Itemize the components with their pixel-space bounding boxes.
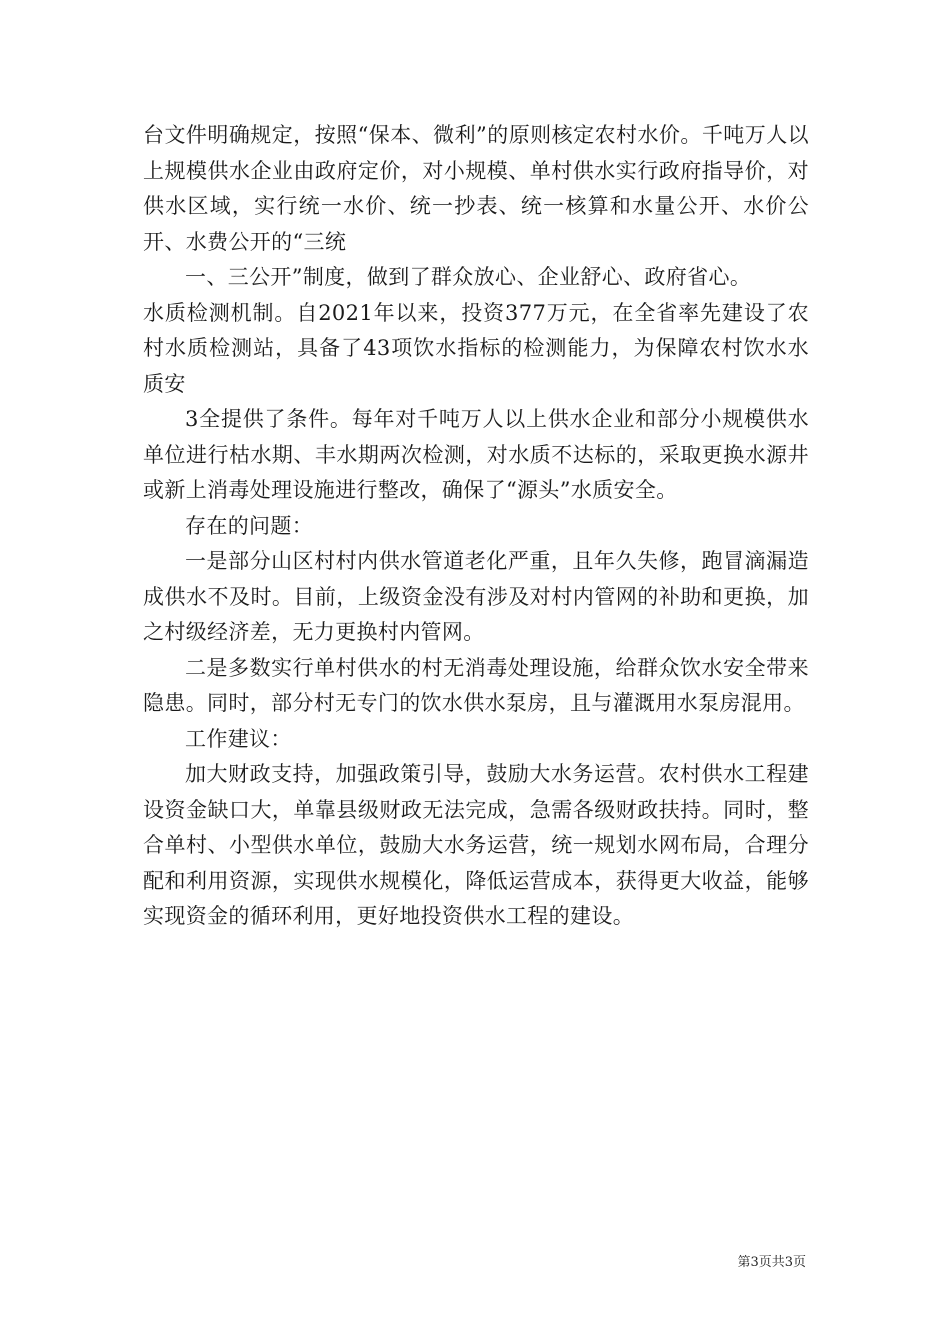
paragraph-2: 一、三公开”制度，做到了群众放心、企业舒心、政府省心。 <box>185 265 752 289</box>
document-body <box>143 118 809 935</box>
paragraph-3: 水质检测机制。自2021年以来，投资377万元，在全省率先建设了农村水质检测站，具备了43项饮水指标的检测能力，为保障农村饮水水质安 <box>143 300 809 396</box>
paragraph-suggestion-1: 加大财政支持，加强政策引导，鼓励大水务运营。农村供水工程建设资金缺口大，单靠县级财政无法完成，急需各级财政扶持。同时，整合单村、小型供水单位，鼓励大水务运营，统一规划水网布局，合理分配和利用资源，实现供水规模化，降低运营成本，获得更大收益，能够实现资金的循环利用，更好地投资供水工程的建设。 <box>143 762 809 928</box>
section-heading-problems: 存在的问题： <box>185 513 314 538</box>
paragraph-problem-2: 二是多数实行单村供水的村无消毒处理设施，给群众饮水安全带来隐患。同时，部分村无专门的饮水供水泵房，且与灌溉用水泵房混用。 <box>143 655 809 715</box>
paragraph-problem-1: 一是部分山区村村内供水管道老化严重，且年久失修，跑冒滴漏造成供水不及时。目前，上级资金没有涉及对村内管网的补助和更换，加之村级经济差，无力更换村内管网。 <box>143 549 809 644</box>
paragraph-4: 3全提供了条件。每年对千吨万人以上供水企业和部分小规模供水单位进行枯水期、丰水期两次检测，对水质不达标的，采取更换水源井或新上消毒处理设施进行整改，确保了“源头”水质安全。 <box>143 407 809 502</box>
page-number: 第3页共3页 <box>737 1255 806 1270</box>
section-heading-suggestions: 工作建议： <box>185 726 292 751</box>
paragraph-1: 台文件明确规定，按照“保本、微利”的原则核定农村水价。千吨万人以上规模供水企业由政府定价，对小规模、单村供水实行政府指导价，对供水区域，实行统一水价、统一抄表、统一核算和水量公开、水价公开、水费公开的“三统 <box>143 123 809 254</box>
